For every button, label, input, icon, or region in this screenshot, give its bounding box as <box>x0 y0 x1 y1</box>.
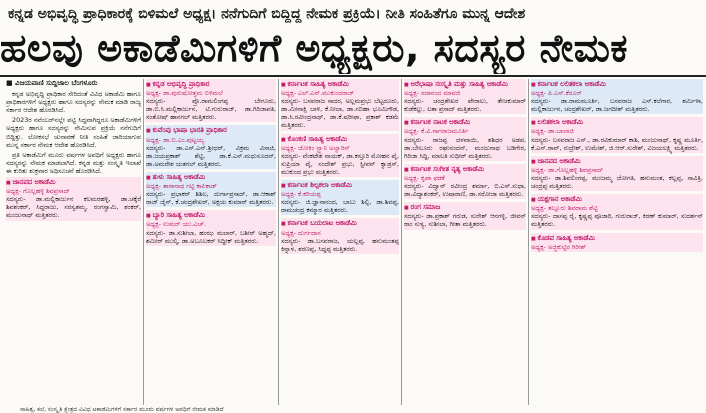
academy-chair: ಅಧ್ಯಕ್ಷ- ಡಾ.ಪುರುಷೋತ್ತಮ ಬಿಳಿಮಲೆ <box>146 89 223 98</box>
academy-title: ■ ರಂಗ ಸಮಾಜ <box>404 203 526 212</box>
bottom-text-line: ಸಾಹಿತ್ಯ, ಕಲೆ, ಸಂಸ್ಕೃತಿ ಕ್ಷೇತ್ರದ ವಿವಿಧ ಅಕಾಡೆಮಿಗಳಿಗೆ ಸರ್ಕಾರ ಮೂರು ವರ್ಷಗಳ ಅವಧಿಗೆ ನೇಮಕ ಮಾಡಿದೆ <box>20 407 224 413</box>
academy-box <box>281 180 399 215</box>
academy-members: ಸದಸ್ಯರು- ಡಾ.ರಾಮಮೂರ್ತಿ, ಬಸವರಾಜ ಎಸ್.ಕಲೆಗಾರ, ಶರ್ಮಿಳಾ, ಮಲ್ಲಿಕಾರ್ಜುನ, ಚಂದ್ರಶೇಖರ್, ಡಾ.ಜಗದೀಶ್ ಮತ್ತಿತರರು. <box>531 97 703 114</box>
column-1 <box>6 79 141 407</box>
academy-members: ಸದಸ್ಯರು- ದಾಸಪ್ಪ ರೈ, ಕೃಷ್ಣಪ್ಪ ಪೂಜಾರಿ, ಗುರುರಾಜ್, ಕಿರಣ್ ಕುಮಾರ್, ಸುದರ್ಶನ್ ಮತ್ತಿತರರು. <box>531 212 703 229</box>
academy-title: ■ ಜಾನಪದ ಅಕಾಡೆಮಿ <box>6 178 141 187</box>
academy-members: ಸದಸ್ಯರು- ಚಂದ್ರಶೇಖರ ಪೇರಾಲು, ತೇಜಕುಮಾರ್ ಕುಡೆಕಲ್ಲು, ಲತಾ ಪ್ರಸಾದ್ ಮತ್ತಿತರರು. <box>404 97 526 114</box>
academy-members: ಸದಸ್ಯರು- ರಾಜಪ್ಪ ದಳವಾಯಿ, ಶಶಿಧರ ಅಡಪ, ಡಾ.ಬೇಲೂರು ರಘುನಂದನ್, ಮಂಜುನಾಥ ಬಡಿಗೇರ, ಗಿರಿಜಾ ಸಿದ್ದಿ, ಮಾಲತಿ ಸುಧೀರ್ ಮತ್ತಿತರರು. <box>404 135 526 160</box>
academy-box <box>531 79 703 114</box>
kicker-line: ಕನ್ನಡ ಅಭಿವೃದ್ಧಿ ಪ್ರಾಧಿಕಾರಕ್ಕೆ ಬಿಳಿಮಲೆ ಅಧ್ಯಕ್ಷ। ನನೆಗುದಿಗೆ ಬಿದ್ದಿದ್ದ ನೇಮಕ ಪ್ರಕ್ರಿಯೆ। ನೀತಿ ಸಂಹಿತೆಗೂ ಮುನ್ನ ಆದೇಶ <box>8 6 526 22</box>
academy-title: ■ ಕರ್ನಾಟಕ ಲಲಿತಕಲಾ ಅಕಾಡೆಮಿ <box>531 80 703 89</box>
academy-box <box>404 117 526 160</box>
academy-chair: ಅಧ್ಯಕ್ಷ- ಸದಾನಂದ ಮಾವಜಿ <box>404 89 461 98</box>
academy-members: ಸದಸ್ಯರು- ವಿದ್ವಾನ್ ರವೀಂದ್ರ ಶರ್ಮಾ, ಬಿ.ಎಸ್.ಸುಧಾ, ಡಾ.ವಿದ್ಯಾಶಂಕರ್, ಉಷಾರಾಣಿ, ಡಾ.ಸರೋಜಾ ಮತ್ತಿತರರು. <box>404 182 526 199</box>
academy-chair: ಅಧ್ಯಕ್ಷ- ಎಲ್.ಎನ್.ಮುಕುಂದರಾಜ್ <box>281 89 355 98</box>
headline: ಹಲವು ಅಕಾಡೆಮಿಗಳಿಗೆ ಅಧ್ಯಕ್ಷರು, ಸದಸ್ಯರ ನೇಮಕ <box>0 26 628 70</box>
column-4 <box>404 79 526 407</box>
academy-title: ■ ಅರೆಭಾಷಾ ಸಂಸ್ಕೃತಿ ಮತ್ತು ಸಾಹಿತ್ಯ ಅಕಾಡೆಮಿ <box>404 80 526 89</box>
academy-members: ಸದಸ್ಯರು- ಡಾ.ಶಿವಲಿಂಗಪ್ಪ, ಮಂಜಮ್ಮ ಜೋಗತಿ, ಹನುಮಂತ, ಕಲ್ಲಪ್ಪ, ಸಾವಿತ್ರಿ, ಚಂದ್ರಪ್ಪ ಮತ್ತಿತರರು. <box>531 173 703 191</box>
academy-box <box>404 202 526 229</box>
academy-members: ಸದಸ್ಯರು- ಡಾ.ಸುಶೀಲಾ, ಹಂಝ ಮಲಾರ್, ಬಶೀರ್ ಅಹ್ಮದ್, ಶಮೀರ್ ಮುಲ್ಕಿ, ಡಾ.ಅಬೂಬಕರ್ ಸಿದ್ದೀಕ್ ಮತ್ತಿತರರು. <box>146 228 276 245</box>
academy-members: ಸದಸ್ಯರು- ಡಾ.ಬಸವರಾಜ, ಯಲ್ಲಪ್ಪ, ಹನುಮಂತಪ್ಪ ಕಿನ್ನಾಳ, ಶರಣಪ್ಪ, ಸಿದ್ದಪ್ಪ ಮತ್ತಿತರರು. <box>281 236 399 253</box>
academy-title: ■ ಬ್ಯಾರಿ ಸಾಹಿತ್ಯ ಅಕಾಡೆಮಿ <box>146 211 276 220</box>
column-divider <box>528 79 529 405</box>
intro-paragraph: ಪ್ರತಿ ಅಕಾಡೆಮಿಗೆ ಮೂರು ವರ್ಷಗಳ ಅವಧಿಗೆ ಅಧ್ಯಕ್ಷರು ಹಾಗೂ ಸದಸ್ಯರನ್ನು ನೇಮಕ ಮಾಡಲಾಗಿದೆ. ಕನ್ನಡ ಮತ್ತು ಸಂಸ್ಕೃತಿ ಇಲಾಖೆ ಈ ಕುರಿತು ಶುಕ್ರವಾರ ಅಧಿಸೂಚನೆ ಹೊರಡಿಸಿದೆ. <box>6 150 141 175</box>
academy-chair: ಅಧ್ಯಕ್ಷ- ಜೋಕಿಂ ಸ್ಟ್ಯಾನಿ ಅಲ್ವಾರಿಸ್ <box>281 143 350 152</box>
academy-members: ಸದಸ್ಯರು- ಪ್ರಭಾಕರ್ ಶಿಶಿಲ, ದುರ್ಗಾಪ್ರಸಾದ್, ಡಾ.ಆಕಾಶ್ ರಾಜ್ ಜೈನ್, ಕೆ.ಚಂದ್ರಶೇಖರ್, ಅಕ್ಷಯ ಕುಮಾರ್ ಮತ್ತಿತರರು. <box>146 190 276 207</box>
academy-box <box>404 79 526 114</box>
academy-title: ■ ಲಲಿತಕಲಾ ಅಕಾಡೆಮಿ <box>531 118 703 127</box>
academy-box <box>531 117 703 152</box>
academy-chair: ಅಧ್ಯಕ್ಷ- ಪಿ.ಎಸ್.ಕೆರೂರ್ <box>531 89 582 98</box>
headline-rule <box>0 75 706 77</box>
academy-members: ಸದಸ್ಯರು- ಬಸವರಾಜ ಎಸ್., ಡಾ.ರವಿಕುಮಾರ್ ಕಾಶಿ, ಮಂಜುನಾಥ್, ಕೃಷ್ಣ ಮೂರ್ತಿ, ಕೆ.ಎಸ್.ರಾವ್, ರುದ್ರೇಶ್, ಉಮೇಶ್, ಜಿ.ಆರ್.ಸುರೇಶ್, ವಿಜಯಲಕ್ಷ್ಮಿ ಮತ್ತಿತರರು. <box>531 135 703 152</box>
academy-title: ■ ಕೊಡವ ಸಾಹಿತ್ಯ ಅಕಾಡೆಮಿ <box>531 234 703 243</box>
academy-title: ■ ಕನ್ನಡ ಅಭಿವೃದ್ಧಿ ಪ್ರಾಧಿಕಾರ <box>146 80 276 89</box>
academy-box <box>531 156 703 191</box>
column-3 <box>281 79 399 407</box>
academy-chair: ಅಧ್ಯಕ್ಷ- ದುರ್ಗದಾಸ <box>281 228 321 237</box>
academy-box <box>146 79 276 122</box>
academy-chair: ಅಧ್ಯಕ್ಷ- ಕೆ.ಕರಿಯಪ್ಪ <box>281 190 321 199</box>
academy-title: ■ ಜಾನಪದ ಅಕಾಡೆಮಿ <box>531 157 703 166</box>
academy-chair: ಅಧ್ಯಕ್ಷ- ಉಮರ್ ಯು.ಎಚ್. <box>146 220 206 229</box>
academy-chair: ಅಧ್ಯಕ್ಷ- ಗೊಲ್ಲಹಳ್ಳಿ ಶಿವಪ್ರಸಾದ್ <box>6 187 70 196</box>
academy-members: ಸದಸ್ಯರು- ಬಸವರಾಜ ಸಾದರ, ಅಲ್ಲಮಪ್ರಭು ಬೆಟ್ಟದೂರು, ಡಾ.ಮೀನಾಕ್ಷಿ ಬಾಳಿ, ಕೆ.ನೀಲಾ, ಡಾ.ಸಬಿಹಾ ಭೂಮಿಗೌಡ, ಡಾ.ಸಿ.ರವೀಂದ್ರನಾಥ್, ಡಾ.ಕೆ.ಷರೀಫಾ, ಪ್ರಕಾಶ್ ಕಡಮೆ ಮತ್ತಿತರರು. <box>281 97 399 130</box>
academy-box <box>146 125 276 168</box>
academy-box <box>531 194 703 229</box>
column-divider <box>401 79 402 405</box>
academy-title: ■ ಕರ್ನಾಟಕ ಬಯಲಾಟ ಅಕಾಡೆಮಿ <box>281 219 399 228</box>
column-divider <box>278 79 279 405</box>
byline: ■ ವಿಜಯವಾಣಿ ಸುದ್ದಿಜಾಲ ಬೆಂಗಳೂರು <box>6 79 98 87</box>
academy-members: ಸದಸ್ಯರು- ಪ್ರೊ.ರಾಮಲಿಂಗಪ್ಪ ಬೇಗೂರು, ಡಾ.ಬಿ.ಸಿ.ಮಲ್ಲಿಕಾರ್ಜುನ, ಟಿ.ಗುರುರಾಜ್, ಡಾ.ಗಿರಿಜಾಪತಿ, ಸಂತೋಷ್ ಹಾನಗಲ್ ಮತ್ತಿತರರು. <box>146 97 276 122</box>
academy-title: ■ ಕರ್ನಾಟಕ ಸಂಗೀತ ನೃತ್ಯ ಅಕಾಡೆಮಿ <box>404 165 526 174</box>
academy-box <box>146 172 276 207</box>
academy-chair: ಅಧ್ಯಕ್ಷ- ಡಾ.ಬಾಲಾಜಿ <box>531 127 574 136</box>
academy-members: ಸದಸ್ಯರು- ಡಾ.ಎಸ್.ಎನ್.ಶ್ರೀಧರ್, ವಿಕ್ರಮ ವಿಸಾಜಿ, ಡಾ.ಜಯಪ್ರಕಾಶ್ ಶೆಟ್ಟಿ, ಡಾ.ಕೆ.ಎಸ್.ಮಧುಸೂದನ್, ಡಾ.ಅಮರೇಶ ಯತಗಲ್ ಮತ್ತಿತರರು. <box>146 143 276 168</box>
academy-box <box>281 134 399 177</box>
intro-paragraph: ಕನ್ನಡ ಅಭಿವೃದ್ಧಿ ಪ್ರಾಧಿಕಾರ ಸೇರಿದಂತೆ ವಿವಿಧ ಅಕಾಡೆಮಿ ಹಾಗೂ ಪ್ರಾಧಿಕಾರಗಳಿಗೆ ಅಧ್ಯಕ್ಷರು ಹಾಗೂ ಸದಸ್ಯರನ್ನು ನೇಮಕ ಮಾಡಿ ರಾಜ್ಯ ಸರ್ಕಾರ ಆದೇಶ ಹೊರಡಿಸಿದೆ. <box>6 90 141 115</box>
academy-members: ಸದಸ್ಯರು- ವೆಂಕಟೇಶ ನಾಯಕ್, ಡಾ.ಕಸ್ತೂರಿ ಮೋಹನ ಪೈ, ಸುಪ್ರಿಯಾ ಪೈ, ಸಂದೇಶ್ ಪ್ರಭು, ಸ್ಟೀವನ್ ಕ್ವಾಡ್ರಸ್, ಮುಕುಂದ ಪ್ರಭು ಮತ್ತಿತರರು. <box>281 151 399 176</box>
academy-title: ■ ತುಳು ಸಾಹಿತ್ಯ ಅಕಾಡೆಮಿ <box>146 173 276 182</box>
academy-chair: ಅಧ್ಯಕ್ಷ- ತಲ್ಲೂರು ಶಿವರಾಮ ಶೆಟ್ಟಿ <box>531 204 598 213</box>
academy-members: ಸದಸ್ಯರು- ಜಿ.ಜ್ಞಾನಾನಂದ, ಬಾಬು ಶಿಲ್ಪಿ, ಡಾ.ಶಿವಪ್ಪ, ರಾಮಚಂದ್ರ ಕಮ್ಮಾರ ಮತ್ತಿತರರು. <box>281 198 399 215</box>
academy-chair: ಅಧ್ಯಕ್ಷ- ಡಾ.ಗೊಲ್ಲಹಳ್ಳಿ ಶಿವಪ್ರಸಾದ್ <box>531 165 604 174</box>
column-2 <box>146 79 276 407</box>
academy-title: ■ ಕೊಂಕಣಿ ಸಾಹಿತ್ಯ ಅಕಾಡೆಮಿ <box>281 135 399 144</box>
column-divider <box>143 79 144 405</box>
academy-chair: ಅಧ್ಯಕ್ಷ- ಡಾ.ಬಿ.ಎಂ.ಪುಟ್ಟಯ್ಯ <box>146 135 205 144</box>
academy-box <box>281 79 399 131</box>
academy-chair: ಅಧ್ಯಕ್ಷ- ಅಜ್ಜಿಕುಟ್ಟಿರ ಗಿರೀಶ್ <box>531 242 587 251</box>
academy-title: ■ ಕರ್ನಾಟಕ ಶಿಲ್ಪಕಲಾ ಅಕಾಡೆಮಿ <box>281 181 399 190</box>
academy-box <box>531 233 703 252</box>
academy-box <box>6 177 141 220</box>
academy-members: ಸದಸ್ಯರು- ಡಾ.ಮಲ್ಲಿಕಾರ್ಜುನ ಕಲಮರಹಳ್ಳಿ, ಡಾ.ಚಕ್ಕೆರೆ ಶಿವಶಂಕರ್, ಸಿದ್ದರಾಜು, ಸರಸ್ವತಮ್ಮ, ರಂಗಸ್ವಾಮಿ, ಶಂಕರ್, ಮಂಜುನಾಥ್ ಮತ್ತಿತರರು. <box>6 195 141 220</box>
academy-title: ■ ಕರ್ನಾಟಕ ನಾಟಕ ಅಕಾಡೆಮಿ <box>404 118 526 127</box>
intro-paragraph: 2023ರ ನವೆಂಬರ್‌ನಲ್ಲೇ ಪಟ್ಟಿ ಸಿದ್ಧವಾಗಿದ್ದರೂ ಅಕಾಡೆಮಿಗಳಿಗೆ ಅಧ್ಯಕ್ಷರು ಹಾಗೂ ಸದಸ್ಯರನ್ನು ನೇಮಿಸುವ ಪ್ರಕ್ರಿಯೆ ನನೆಗುದಿಗೆ ಬಿದ್ದಿತ್ತು. ಲೋಕಸಭೆ ಚುನಾವಣೆ ನೀತಿ ಸಂಹಿತೆ ಜಾರಿಯಾಗುವ ಮುನ್ನ ಸರ್ಕಾರ ನೇಮಕ ಆದೇಶ ಹೊರಡಿಸಿದೆ. <box>6 116 141 149</box>
academy-chair: ಅಧ್ಯಕ್ಷ- ಕೆ.ವಿ.ನಾಗರಾಜಮೂರ್ತಿ <box>404 127 469 136</box>
academy-box <box>404 164 526 199</box>
academy-chair: ಅಧ್ಯಕ್ಷ- ತಾರಾನಾಥ ಗಟ್ಟಿ ಕಾಪಿಕಾಡ್ <box>146 182 217 191</box>
academy-title: ■ ಕುವೆಂಪು ಭಾಷಾ ಭಾರತಿ ಪ್ರಾಧಿಕಾರ <box>146 126 276 135</box>
academy-title: ■ ಯಕ್ಷಗಾನ ಅಕಾಡೆಮಿ <box>531 195 703 204</box>
academy-members: ಸದಸ್ಯರು- ಡಾ.ಪ್ರಕಾಶ್ ಗರುಡ, ಸುರೇಶ್ ಆನಗಳ್ಳಿ, ಜೀವನ್ ರಾಂ ಸುಳ್ಯ, ಸುಶೀಲಾ, ಗೀತಾ ಮತ್ತಿತರರು. <box>404 212 526 229</box>
academy-chair: ಅಧ್ಯಕ್ಷ- ಕೃಪಾ ಫಡಕೆ <box>404 173 445 182</box>
academy-box <box>146 210 276 245</box>
academy-title: ■ ಕರ್ನಾಟಕ ಸಾಹಿತ್ಯ ಅಕಾಡೆಮಿ <box>281 80 399 89</box>
column-5 <box>531 79 703 407</box>
academy-box <box>281 218 399 253</box>
